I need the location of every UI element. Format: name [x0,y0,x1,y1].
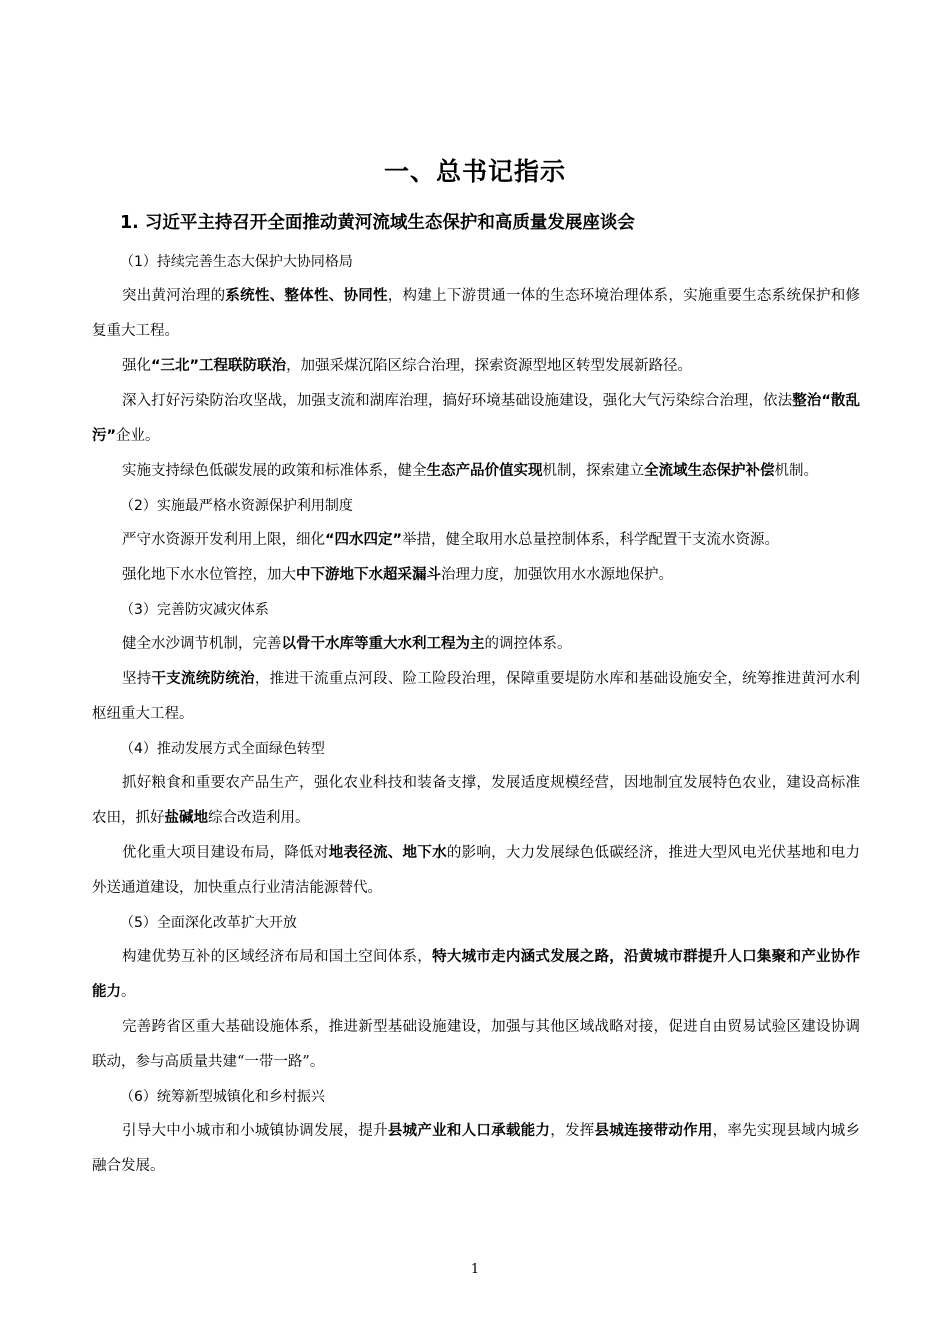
body-text: 企业。 [116,428,160,444]
emphasis-text: 干支流统防统治 [151,671,255,687]
subsection-heading: （5）全面深化改革扩大开放 [120,915,297,931]
document-body [92,245,860,1184]
subsection-heading: （1）持续完善生态大保护大协同格局 [120,254,353,270]
body-text: ，率先实现县域内城乡融合发展。 [92,1123,861,1174]
subsection-heading: （2）实施最严格水资源保护利用制度 [120,498,353,514]
subsection-heading: （6）统筹新型城镇化和乡村振兴 [120,1089,325,1105]
body-text: 。 [121,984,136,1000]
body-text: 强化 [122,358,151,374]
body-text: 抓好粮食和重要农产品生产，强化农业科技和装备支撑，发展适度规模经营，因地制宜发展特色农业，建设高标准农田，抓好 [92,775,860,826]
body-text: 突出黄河治理的 [122,288,226,304]
emphasis-text: 生态产品价值实现 [426,463,543,479]
emphasis-text: 整治“散乱污” [92,393,860,444]
paragraph [92,662,860,732]
emphasis-text: 全流域生态保护补偿 [644,463,775,479]
body-text: 综合改造利用。 [208,810,310,826]
body-text: 的影响，大力发展绿色低碳经济，推进大型风电光伏基地和电力外送通道建设，加快重点行业清洁能源替代。 [92,845,861,896]
body-text: 治理力度，加强饮用水水源地保护。 [441,567,673,583]
body-text: 机制，探索建立 [542,463,644,479]
body-text: ，发挥 [550,1123,595,1139]
emphasis-text: 地表径流、地下水 [328,845,447,861]
body-text: 构建优势互补的区域经济布局和国土空间体系， [122,949,433,965]
subsection-heading: （3）完善防灾减灾体系 [120,602,269,618]
body-text: ，推进干流重点河段、险工险段治理，保障重要堤防水库和基础设施安全，统筹推进黄河水利枢纽重大工程。 [92,671,860,722]
paragraph [92,836,860,906]
paragraph [92,454,860,489]
emphasis-text: 系统性、整体性、协同性 [225,288,388,304]
body-text: 深入打好污染防治攻坚战，加强支流和湖库治理，搞好环境基础设施建设，强化大气污染综合治理，依法 [122,393,793,409]
emphasis-text: 县城产业和人口承载能力 [387,1123,551,1139]
body-text: 健全水沙调节机制，完善 [122,636,282,652]
body-text: 引导大中小城市和小城镇协调发展，提升 [122,1123,388,1139]
page-number: 1 [470,1262,480,1277]
emphasis-text: “四水四定” [325,532,403,548]
body-text: 严守水资源开发利用上限，细化 [122,532,325,548]
body-text: ，构建上下游贯通一体的生态环境治理体系，实施重要生态系统保护和修复重大工程。 [92,288,861,339]
emphasis-text: 特大城市走内涵式发展之路，沿黄城市群提升人口集聚和产业协作能力 [92,949,861,1000]
paragraph [92,558,860,593]
emphasis-text: 以骨干水库等重大水利工程为主 [281,636,485,652]
emphasis-text: 盐碱地 [164,810,208,826]
emphasis-text: 县城连接带动作用 [594,1123,713,1139]
body-text: ，加强采煤沉陷区综合治理，探索资源型地区转型发展新路径。 [286,358,693,374]
subsection-heading: （4）推动发展方式全面绿色转型 [120,741,325,757]
emphasis-text: 中下游地下水超采漏斗 [296,567,441,583]
paragraph [92,349,860,384]
body-text: 坚持 [122,671,152,687]
paragraph [92,384,860,454]
paragraph [92,766,860,836]
paragraph [92,940,860,1010]
body-text: 强化地下水水位管控，加大 [122,567,296,583]
emphasis-text: “三北”工程联防联治 [151,358,287,374]
paragraph [92,523,860,558]
body-text: 实施支持绿色低碳发展的政策和标准体系，健全 [122,463,427,479]
body-text: 优化重大项目建设布局，降低对 [122,845,329,861]
section-subtitle: 1. 习近平主持召开全面推动黄河流域生态保护和高质量发展座谈会 [120,213,635,233]
paragraph [92,627,860,662]
body-text: 举措，健全取用水总量控制体系，科学配置干支流水资源。 [402,532,780,548]
body-text: 机制。 [774,463,818,479]
paragraph [92,279,860,349]
page-title: 一、总书记指示 [383,157,566,186]
paragraph [92,1010,860,1080]
body-text: 完善跨省区重大基础设施体系，推进新型基础设施建设，加强与其他区域战略对接，促进自由贸易试验区建设协调联动，参与高质量共建“一带一路”。 [92,1019,860,1070]
paragraph [92,1114,860,1184]
body-text: 的调控体系。 [484,636,572,652]
